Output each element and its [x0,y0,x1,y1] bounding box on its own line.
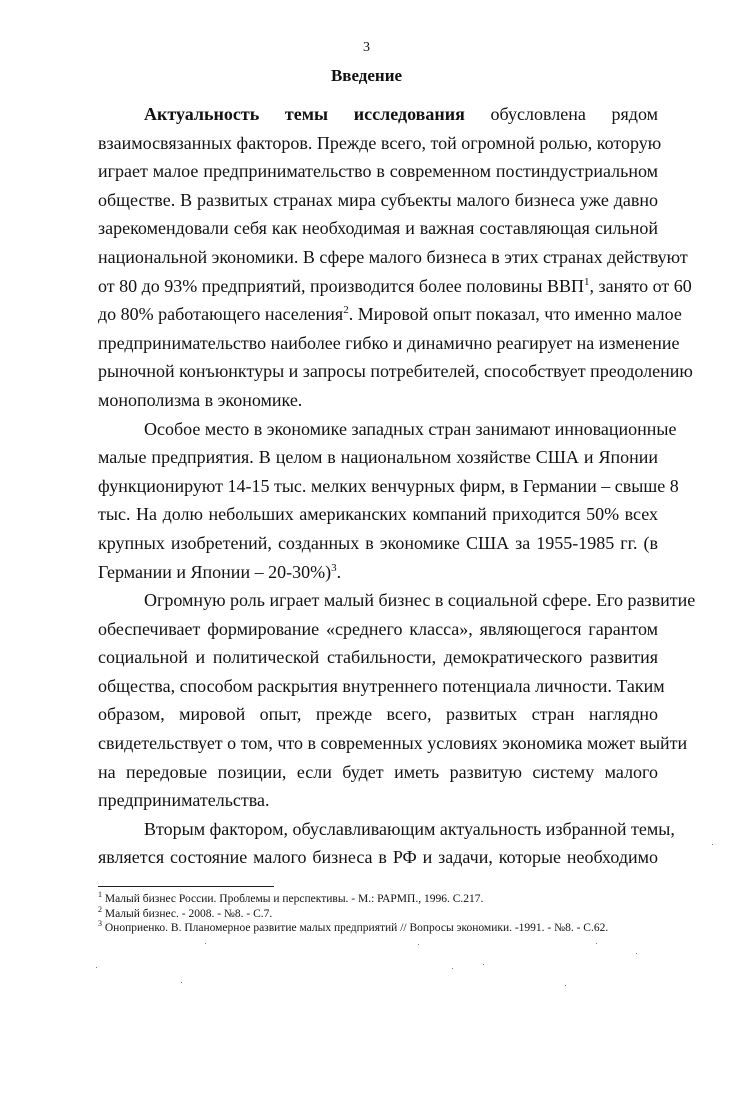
scan-speck [596,943,597,944]
paragraph [98,415,679,587]
paragraph [98,100,693,415]
scan-speck [565,985,566,986]
text-line: рыночной конъюнктуры и запросы потребителей, способствует преодолению [98,361,693,382]
text-line: взаимосвязанных факторов. Прежде всего, той огромной ролью, которую [98,132,662,153]
section-title: Введение [330,66,403,85]
text-line: зарекомендовали себя как необходимая и важная составляющая сильной [98,218,658,239]
footnote-mark: 3 [98,919,102,929]
scan-speck [712,844,713,845]
page-number: 3 [363,40,370,55]
text-line: Вторым фактором, обуславливающим актуальность избранной темы, [144,818,675,839]
text-line: от 80 до 93% предприятий, производится более половины ВВП$^1$, занято от 60 [98,275,692,296]
paragraph [98,815,675,872]
text-line: тыс. На долю небольших американских компаний приходится 50% всех [98,504,658,525]
text-line: Актуальность темы исследования обусловлена рядом [144,104,658,124]
text-line: предпринимательства. [98,790,270,811]
footnote: $^3$ Оноприенко. В. Планомерное развитие малых предприятий // Вопросы экономики. -1991. - №8. - С.62. [98,919,609,934]
body-text [98,100,696,872]
text-line: монополизма в экономике. [98,389,303,410]
text-line: образом, мировой опыт, прежде всего, развитых стран наглядно [98,704,658,725]
scan-speck [418,944,419,945]
scan-speck [205,943,206,944]
footnote-mark: 2 [98,904,102,914]
footnote-ref: 3 [331,561,337,574]
text-line: социальной и политической стабильности, демократического развития [98,647,658,668]
text-line: предпринимательство наиболее гибко и динамично реагирует на изменение [98,332,680,353]
footnote: $^2$ Малый бизнес. - 2008. - №8. - С.7. [98,904,273,920]
footnote-ref: 1 [584,275,590,288]
text-line: является состояние малого бизнеса в РФ и задачи, которые необходимо [98,847,658,868]
footnote-separator [98,886,274,887]
text-line: свидетельствует о том, что в современных условиях экономика может выйти [98,733,688,754]
text-line: играет малое предпринимательство в современном постиндустриальном [98,161,658,182]
footnote-ref: 2 [343,304,349,317]
footnotes [98,892,698,936]
scan-speck [636,953,637,954]
scan-speck [96,967,97,968]
text-line: общества, способом раскрытия внутреннего потенциала личности. Таким [98,675,665,696]
scan-speck [181,982,182,983]
text-line: Германии и Японии – 20-30%)$^3$. [98,561,342,582]
text-line: до 80% работающего населения$^2$. Мировой опыт показал, что именно малое [98,304,682,325]
lead-phrase: Актуальность темы исследования [144,104,465,124]
text-line: крупных изобретений, созданных в экономике США за 1955-1985 гг. (в [98,532,658,553]
paragraph [98,586,696,815]
text-line: Особое место в экономике западных стран занимают инновационные [144,418,677,439]
text-line: функционируют 14-15 тыс. мелких венчурных фирм, в Германии – свыше 8 [98,475,679,496]
footnote-mark: 1 [98,890,102,900]
scan-speck [483,964,484,965]
text-line: на передовые позиции, если будет иметь развитую систему малого [98,761,658,782]
text-line: обществе. В развитых странах мира субъекты малого бизнеса уже давно [98,189,658,210]
text-line: обеспечивает формирование «среднего класса», являющегося гарантом [98,618,658,639]
text-line: национальной экономики. В сфере малого бизнеса в этих странах действуют [98,246,688,267]
text-line: малые предприятия. В целом в национальном хозяйстве США и Японии [98,447,658,468]
footnote: $^1$ Малый бизнес России. Проблемы и перспективы. - М.: РАРМП., 1996. С.217. [98,890,484,905]
scan-speck [452,968,453,969]
text-line: Огромную роль играет малый бизнес в социальной сфере. Его развитие [144,590,696,611]
